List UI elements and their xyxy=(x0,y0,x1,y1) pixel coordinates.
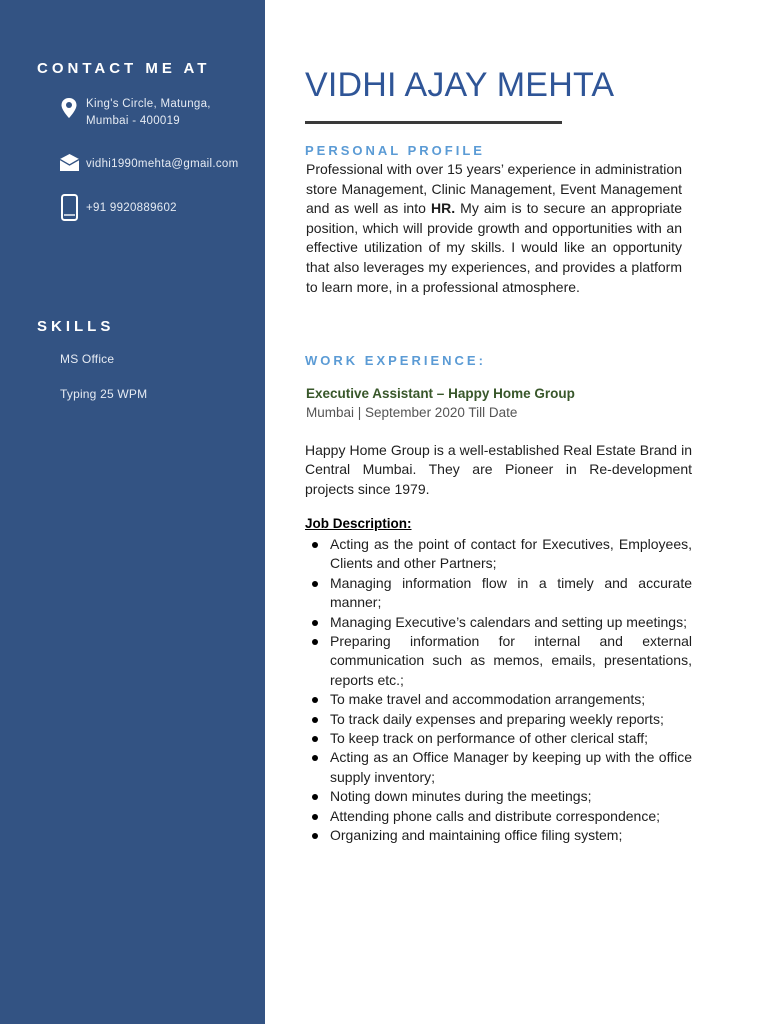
bullet-icon xyxy=(312,717,318,723)
profile-text-part-1: Professional with over 15 years’ experience in administration store Management, Clinic Management, Event Management and as well as into xyxy=(306,161,682,217)
envelope-icon xyxy=(60,153,80,179)
location-pin-icon xyxy=(60,96,80,122)
skill-item: MS Office xyxy=(60,352,115,366)
duty-text: Noting down minutes during the meetings; xyxy=(330,788,592,805)
address-line-1: King's Circle, Matunga, xyxy=(86,98,211,110)
list-item xyxy=(305,807,692,826)
duty-text: Organizing and maintaining office filing system; xyxy=(330,827,623,844)
duty-text: Managing information flow in a timely and accurate manner; xyxy=(330,574,692,611)
list-item xyxy=(305,729,692,748)
bullet-icon xyxy=(312,794,318,800)
bullet-icon xyxy=(312,814,318,820)
skills-heading: SKILLS xyxy=(37,318,115,335)
list-item xyxy=(305,748,692,787)
phone-text[interactable]: +91 9920889602 xyxy=(86,202,177,214)
list-item xyxy=(305,613,692,632)
bullet-icon xyxy=(312,620,318,626)
duties-list xyxy=(305,535,692,846)
email-text[interactable]: vidhi1990mehta@gmail.com xyxy=(86,158,239,170)
bullet-icon xyxy=(312,581,318,587)
candidate-name: VIDHI AJAY MEHTA xyxy=(305,66,615,104)
list-item xyxy=(305,690,692,709)
company-description: Happy Home Group is a well-established Real Estate Brand in Central Mumbai. They are Pioneer in Re-development projects since 1979. xyxy=(305,442,692,497)
list-item xyxy=(305,632,692,690)
address-line-2: Mumbai - 400019 xyxy=(86,115,180,127)
duty-text: Attending phone calls and distribute correspondence; xyxy=(330,807,660,824)
profile-text-part-2: My aim is to secure an appropriate position, which will provide growth and opportunities with an effective utilization of my skills. I would like an opportunity that also leverages my experiences, and provides a platform to learn more, in a professional atmosphere. xyxy=(306,200,682,295)
contact-heading: CONTACT ME AT xyxy=(37,60,211,77)
profile-text-bold: HR. xyxy=(430,200,456,217)
job-meta: Mumbai | September 2020 Till Date xyxy=(306,405,518,420)
duty-text: Acting as the point of contact for Executives, Employees, Clients and other Partners; xyxy=(330,536,692,572)
duty-text: Managing Executive’s calendars and setting up meetings; xyxy=(330,613,687,630)
list-item xyxy=(305,535,692,574)
duty-text: To keep track on performance of other clerical staff; xyxy=(330,730,649,747)
contact-email xyxy=(60,153,238,179)
bullet-icon xyxy=(312,736,318,742)
duty-text: To make travel and accommodation arrangements; xyxy=(330,691,646,708)
bullet-icon xyxy=(312,697,318,703)
skill-item: Typing 25 WPM xyxy=(60,387,148,401)
bullet-icon xyxy=(312,639,318,645)
profile-text xyxy=(306,160,682,297)
profile-heading: PERSONAL PROFILE xyxy=(305,143,485,158)
bullet-icon xyxy=(312,755,318,761)
name-divider xyxy=(305,121,562,124)
bullet-icon xyxy=(312,833,318,839)
list-item xyxy=(305,787,692,806)
contact-phone xyxy=(60,194,177,222)
job-description-label: Job Description: xyxy=(305,516,412,531)
address-text xyxy=(86,96,211,130)
bullet-icon xyxy=(312,542,318,548)
duty-text: Acting as an Office Manager by keeping up with the office supply inventory; xyxy=(330,749,692,785)
sidebar xyxy=(0,0,265,1024)
duty-text: To track daily expenses and preparing weekly reports; xyxy=(330,710,664,727)
list-item xyxy=(305,710,692,729)
job-title: Executive Assistant – Happy Home Group xyxy=(306,386,575,401)
phone-icon xyxy=(60,194,80,222)
work-experience-heading: WORK EXPERIENCE: xyxy=(305,353,486,368)
duty-text: Preparing information for internal and external communication such as memos, emails, presentations, reports etc.; xyxy=(330,633,692,688)
list-item xyxy=(305,826,692,845)
list-item xyxy=(305,574,692,613)
contact-address xyxy=(60,96,211,130)
